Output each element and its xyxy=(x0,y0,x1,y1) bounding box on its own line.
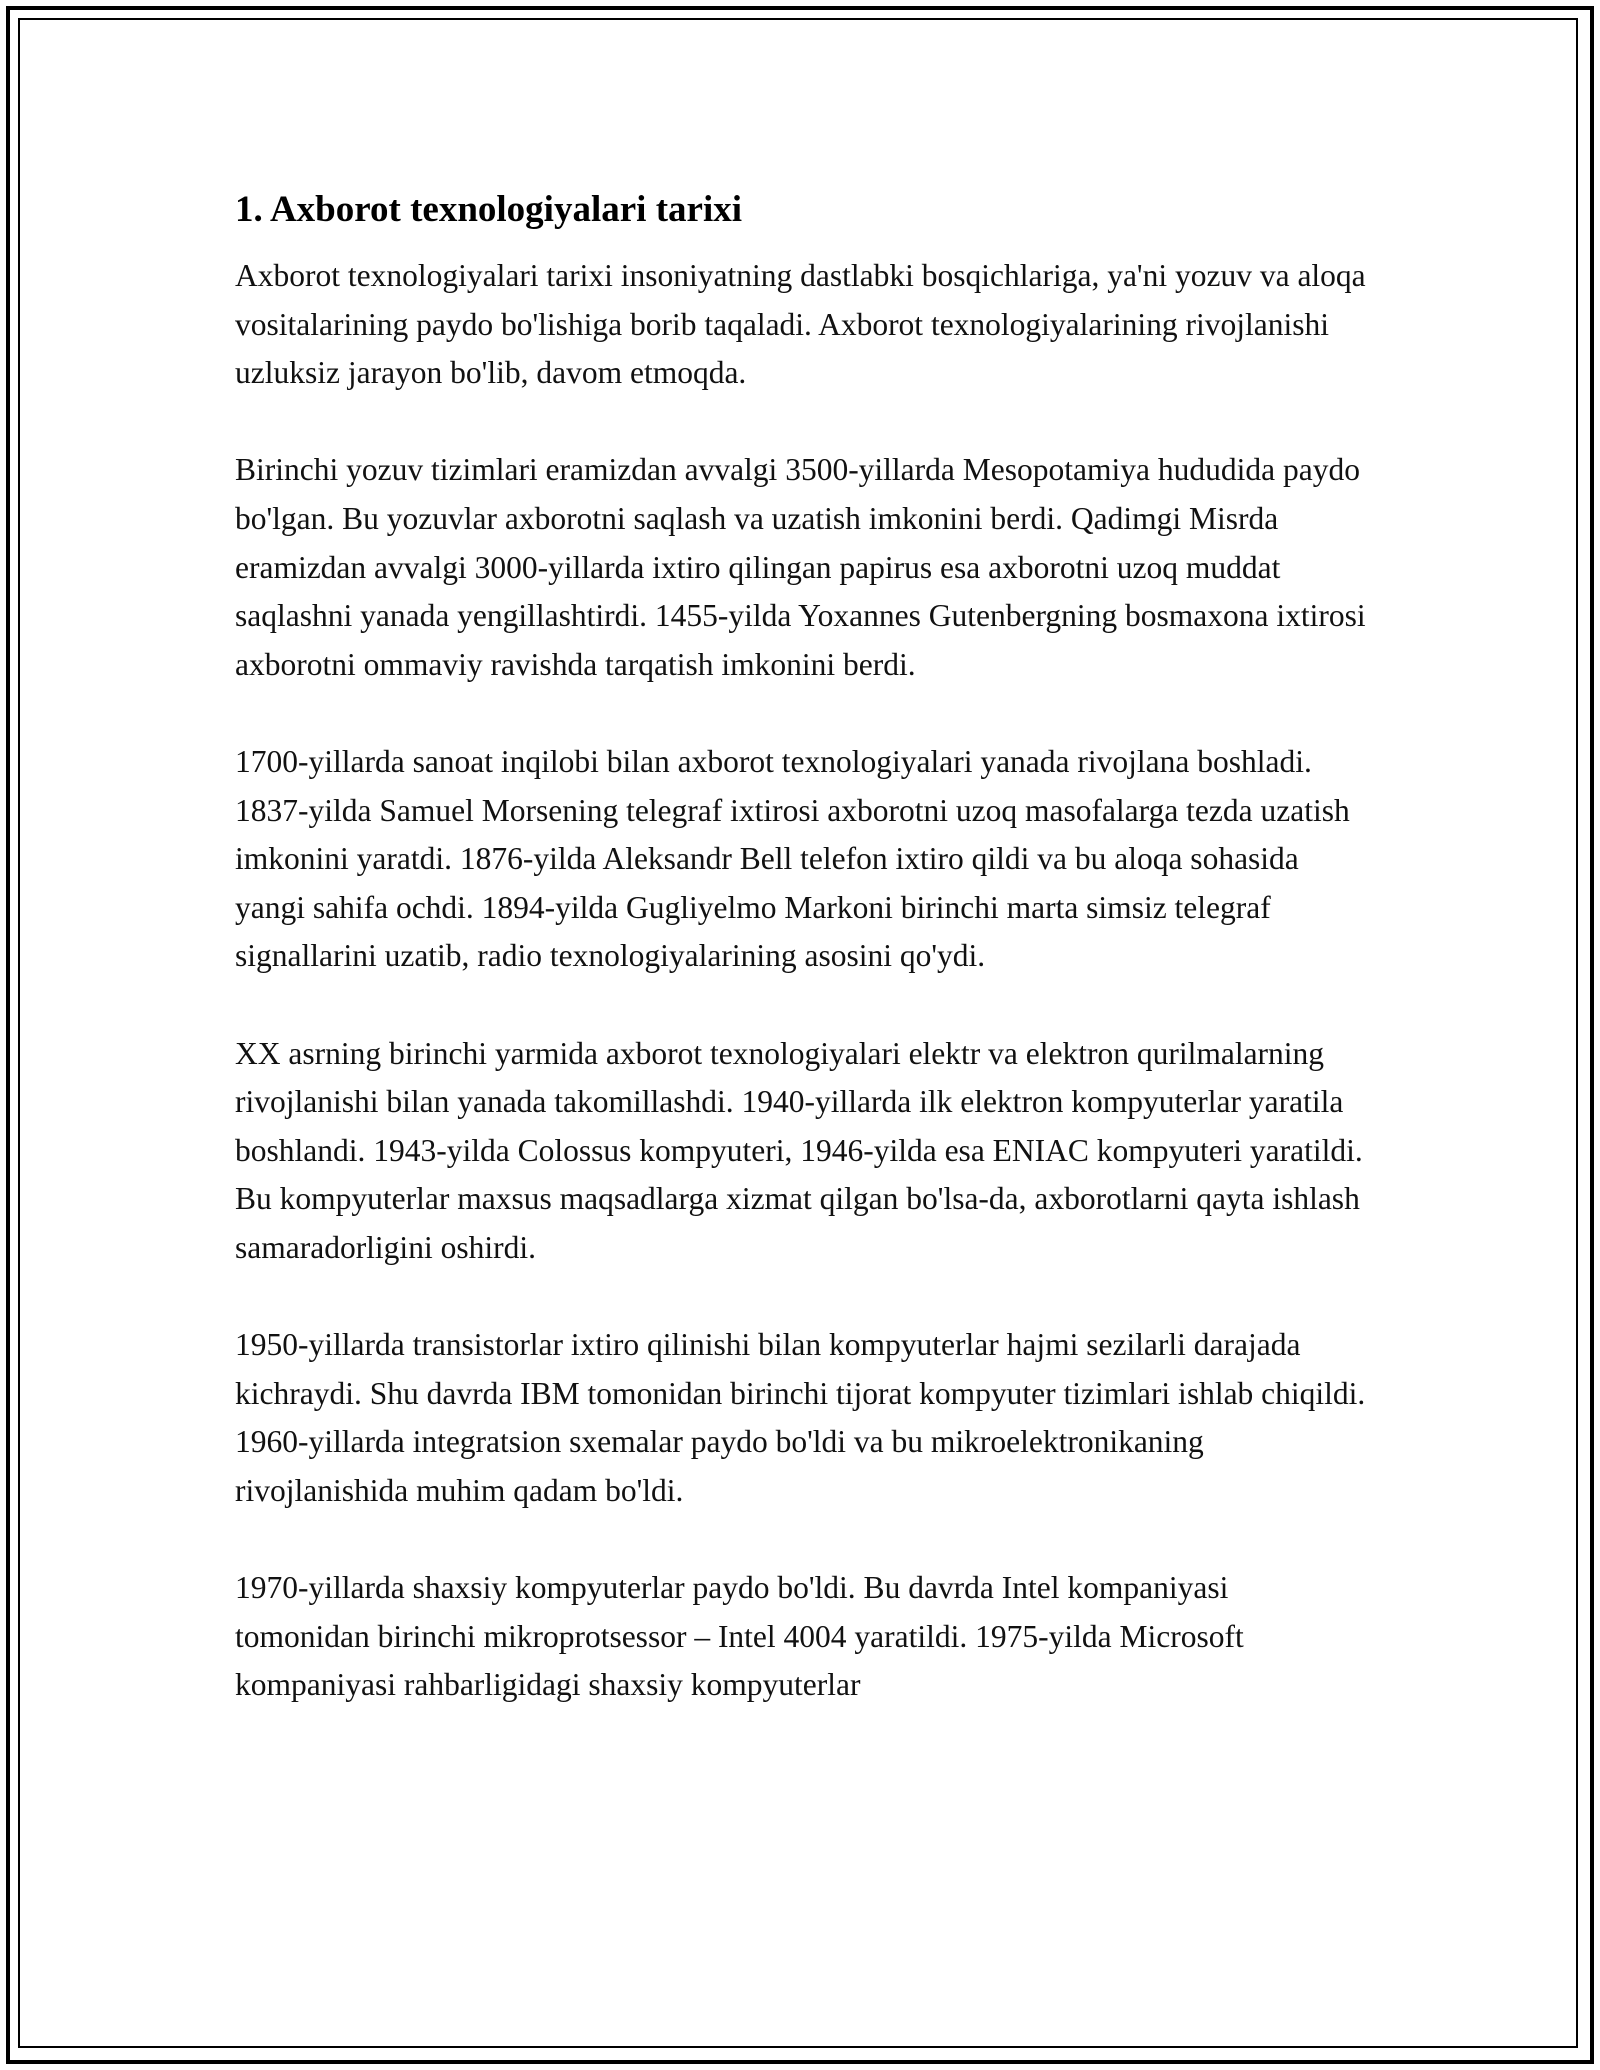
paragraph-early-writing: Birinchi yozuv tizimlari eramizdan avvalgi 3500-yillarda Mesopotamiya hududida paydo bo'lgan. Bu yozuvlar axborotni saqlash va uzatish imkonini berdi. Qadimgi Misrda eramizdan avvalgi 3000-yillarda ixtiro qilingan papirus esa axborotni uzoq muddat saqlashni yanada yengillashtirdi. 1455-yilda Yoxannes Gutenbergning bosmaxona ixtirosi axborotni ommaviy ravishda tarqatish imkonini berdi. xyxy=(235,452,1366,682)
paragraph-electronic-computers: XX asrning birinchi yarmida axborot texnologiyalari elektr va elektron qurilmalarning rivojlanishi bilan yanada takomillashdi. 1940-yillarda ilk elektron kompyuterlar yaratila boshlandi. 1943-yilda Colossus kompyuteri, 1946-yilda esa ENIAC kompyuteri yaratildi. Bu kompyuterlar maxsus maqsadlarga xizmat qilgan bo'lsa-da, axborotlarni qayta ishlash samaradorligini oshirdi. xyxy=(235,1035,1363,1265)
paragraph-intro: Axborot texnologiyalari tarixi insoniyatning dastlabki bosqichlariga, ya'ni yozuv va aloqa vositalarining paydo bo'lishiga borib taqaladi. Axborot texnologiyalarining rivojlanishi uzluksiz jarayon bo'lib, davom etmoqda. xyxy=(235,258,1366,391)
section-heading: 1. Axborot texnologiyalari tarixi xyxy=(235,189,742,230)
paragraph-transistors: 1950-yillarda transistorlar ixtiro qilinishi bilan kompyuterlar hajmi sezilarli darajada kichraydi. Shu davrda IBM tomonidan birinchi tijorat kompyuter tizimlari ishlab chiqildi. 1960-yillarda integratsion sxemalar paydo bo'ldi va bu mikroelektronikaning rivojlanishida muhim qadam bo'ldi. xyxy=(235,1327,1366,1508)
document-body xyxy=(235,186,1370,1758)
paragraph-personal-computers: 1970-yillarda shaxsiy kompyuterlar paydo bo'ldi. Bu davrda Intel kompaniyasi tomonidan birinchi mikroprotsessor – Intel 4004 yaratildi. 1975-yilda Microsoft kompaniyasi rahbarligidagi shaxsiy kompyuterlar xyxy=(235,1570,1244,1703)
paragraph-industrial-era: 1700-yillarda sanoat inqilobi bilan axborot texnologiyalari yanada rivojlana boshladi. 1837-yilda Samuel Morsening telegraf ixtirosi axborotni uzoq masofalarga tezda uzatish imkonini yaratdi. 1876-yilda Aleksandr Bell telefon ixtiro qildi va bu aloqa sohasida yangi sahifa ochdi. 1894-yilda Gugliyelmo Markoni birinchi marta simsiz telegraf signallarini uzatib, radio texnologiyalarining asosini qo'ydi. xyxy=(235,743,1350,974)
